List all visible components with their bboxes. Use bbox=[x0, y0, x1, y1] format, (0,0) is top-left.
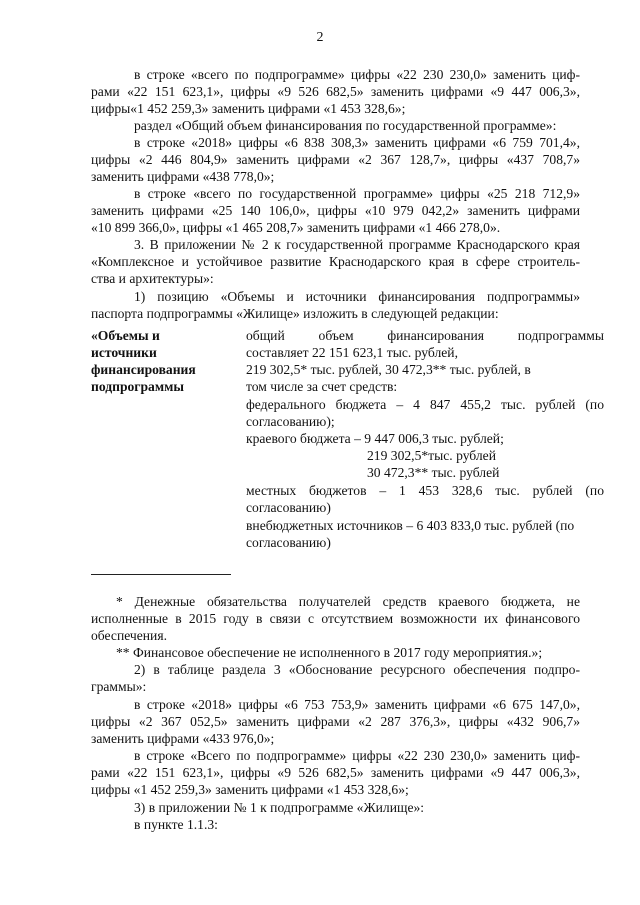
body-line: цифры «1 452 259,3» заменить цифрами «1 453 328,6»; bbox=[91, 782, 409, 797]
footnote-line: * Денежные обязательства получателей средств краевого бюджета, не bbox=[116, 594, 580, 609]
body-line: 1) позицию «Объемы и источники финансирования подпрограммы» bbox=[134, 289, 580, 304]
table-value-line: согласованию) bbox=[246, 500, 331, 515]
body-line: цифры «2 367 052,5» заменить цифрами «2 287 376,3», цифры «432 906,7» bbox=[91, 714, 580, 729]
table-value-line: внебюджетных источников – 6 403 833,0 тыс. рублей (по bbox=[246, 518, 575, 533]
body-line: 3. В приложении № 2 к государственной программе Краснодарского края bbox=[134, 237, 580, 252]
body-line: граммы»: bbox=[91, 679, 147, 694]
body-line: цифры«1 452 259,3» заменить цифрами «1 453 328,6»; bbox=[91, 101, 406, 116]
body-line: заменить цифрами «433 976,0»; bbox=[91, 731, 275, 746]
table-value-line: местных бюджетов – 1 453 328,6 тыс. рублей (по bbox=[246, 483, 604, 498]
body-line: ства и архитектуры»: bbox=[91, 271, 214, 286]
body-line: рами «22 151 623,1», цифры «9 526 682,5» заменить цифрами «9 447 006,3», bbox=[91, 84, 580, 99]
footnote-line: обеспечения. bbox=[91, 628, 167, 643]
body-line: рами «22 151 623,1», цифры «9 526 682,5» заменить цифрами «9 447 006,3», bbox=[91, 765, 580, 780]
table-value-line: общий объем финансирования подпрограммы bbox=[246, 328, 604, 343]
table-value-line: краевого бюджета – 9 447 006,3 тыс. рублей; bbox=[246, 431, 504, 446]
body-line: 3) в приложении № 1 к подпрограмме «Жилище»: bbox=[134, 800, 425, 815]
body-line: в строке «всего по государственной программе» цифры «25 218 712,9» bbox=[134, 186, 580, 201]
table-label-line: подпрограммы bbox=[91, 379, 184, 394]
table-label-line: «Объемы и bbox=[91, 328, 160, 343]
table-value-line: 30 472,3** тыс. рублей bbox=[367, 465, 500, 480]
table-value-line: 219 302,5*тыс. рублей bbox=[367, 448, 496, 463]
body-line: заменить цифрами «25 140 106,0», цифры «10 979 042,2» заменить цифрами bbox=[91, 203, 580, 218]
table-value-line: согласованию) bbox=[246, 535, 331, 550]
table-value-line: 219 302,5* тыс. рублей, 30 472,3** тыс. рублей, в bbox=[246, 362, 531, 377]
table-value-line: том числе за счет средств: bbox=[246, 379, 398, 394]
body-line: 2) в таблице раздела 3 «Обоснование ресурсного обеспечения подпро- bbox=[134, 662, 580, 677]
table-value-line: федерального бюджета – 4 847 455,2 тыс. рублей (по bbox=[246, 397, 604, 412]
footnote-line: исполненные в 2015 году в связи с отсутствием возможности их финансового bbox=[91, 611, 580, 626]
body-line: «10 899 366,0», цифры «1 465 208,7» заменить цифрами «1 466 278,0». bbox=[91, 220, 501, 235]
body-line: «Комплексное и устойчивое развитие Краснодарского края в сфере строитель- bbox=[91, 254, 580, 269]
body-line: в строке «2018» цифры «6 838 308,3» заменить цифрами «6 759 701,4», bbox=[134, 135, 580, 150]
footnote-line: ** Финансовое обеспечение не исполненного в 2017 году мероприятия.»; bbox=[116, 645, 543, 660]
body-line: в пункте 1.1.3: bbox=[134, 817, 218, 832]
table-value-line: составляет 22 151 623,1 тыс. рублей, bbox=[246, 345, 458, 360]
table-value-line: согласованию); bbox=[246, 414, 335, 429]
body-line: в строке «2018» цифры «6 753 753,9» заменить цифрами «6 675 147,0», bbox=[134, 697, 580, 712]
page-number: 2 bbox=[316, 30, 324, 45]
body-line: цифры «2 446 804,9» заменить цифрами «2 367 128,7», цифры «437 708,7» bbox=[91, 152, 580, 167]
body-line: раздел «Общий объем финансирования по государственной программе»: bbox=[134, 118, 557, 133]
footnote-divider bbox=[91, 574, 231, 575]
body-line: в строке «всего по подпрограмме» цифры «22 230 230,0» заменить циф- bbox=[134, 67, 580, 82]
body-line: в строке «Всего по подпрограмме» цифры «22 230 230,0» заменить циф- bbox=[134, 748, 580, 763]
table-label-line: источники bbox=[91, 345, 157, 360]
body-line: заменить цифрами «438 778,0»; bbox=[91, 169, 275, 184]
body-line: паспорта подпрограммы «Жилище» изложить в следующей редакции: bbox=[91, 306, 499, 321]
table-label-line: финансирования bbox=[91, 362, 196, 377]
